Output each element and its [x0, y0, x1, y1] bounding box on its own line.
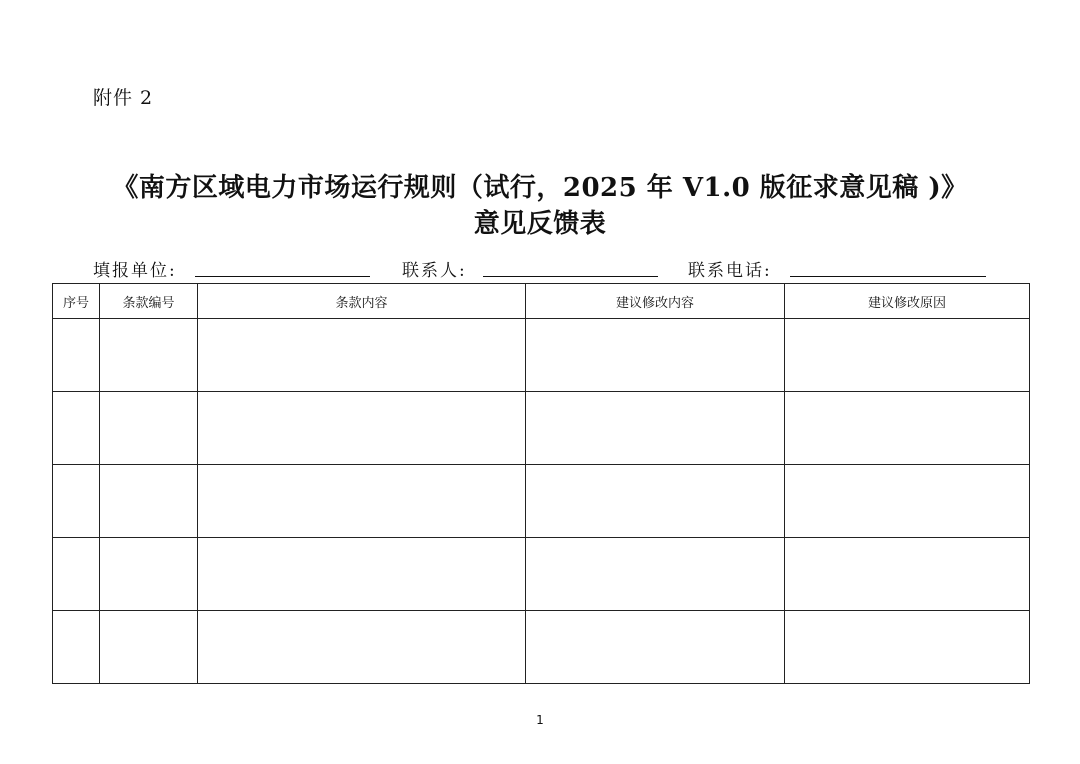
table-cell[interactable]	[785, 319, 1030, 392]
header-suggested-change: 建议修改内容	[526, 284, 785, 319]
table-cell[interactable]	[526, 538, 785, 611]
header-clause-number: 条款编号	[100, 284, 198, 319]
table-cell[interactable]	[526, 319, 785, 392]
table-cell[interactable]	[198, 538, 526, 611]
table-row	[53, 465, 1030, 538]
unit-field[interactable]	[195, 276, 370, 277]
unit-label: 填报单位:	[93, 261, 177, 281]
table-cell[interactable]	[198, 319, 526, 392]
table-cell[interactable]	[100, 611, 198, 684]
table-cell[interactable]	[785, 538, 1030, 611]
table-cell[interactable]	[526, 465, 785, 538]
table-cell[interactable]	[198, 392, 526, 465]
table-cell[interactable]	[526, 611, 785, 684]
table-row	[53, 611, 1030, 684]
phone-field[interactable]	[790, 276, 986, 277]
attachment-label: 附件 2	[93, 87, 154, 109]
table-cell[interactable]	[53, 465, 100, 538]
table-cell[interactable]	[198, 465, 526, 538]
header-change-reason: 建议修改原因	[785, 284, 1030, 319]
table-cell[interactable]	[100, 392, 198, 465]
header-index: 序号	[53, 284, 100, 319]
table-cell[interactable]	[100, 465, 198, 538]
header-clause-content: 条款内容	[198, 284, 526, 319]
table-row	[53, 319, 1030, 392]
phone-label: 联系电话:	[688, 261, 772, 281]
table-cell[interactable]	[53, 319, 100, 392]
feedback-table	[52, 283, 1030, 684]
table-cell[interactable]	[100, 319, 198, 392]
table-row	[53, 392, 1030, 465]
table-cell[interactable]	[785, 465, 1030, 538]
table-cell[interactable]	[785, 392, 1030, 465]
document-title: 《南方区域电力市场运行规则（试行，2025 年 V1.0 版征求意见稿 )》	[112, 173, 968, 203]
contact-field[interactable]	[483, 276, 658, 277]
table-cell[interactable]	[53, 611, 100, 684]
page-number: 1	[536, 713, 544, 727]
table-cell[interactable]	[53, 538, 100, 611]
contact-label: 联系人:	[402, 261, 467, 281]
table-cell[interactable]	[785, 611, 1030, 684]
document-subtitle: 意见反馈表	[473, 209, 607, 239]
table-cell[interactable]	[100, 538, 198, 611]
table-row	[53, 538, 1030, 611]
table-cell[interactable]	[526, 392, 785, 465]
table-cell[interactable]	[53, 392, 100, 465]
table-cell[interactable]	[198, 611, 526, 684]
table-header-row	[53, 284, 1030, 319]
